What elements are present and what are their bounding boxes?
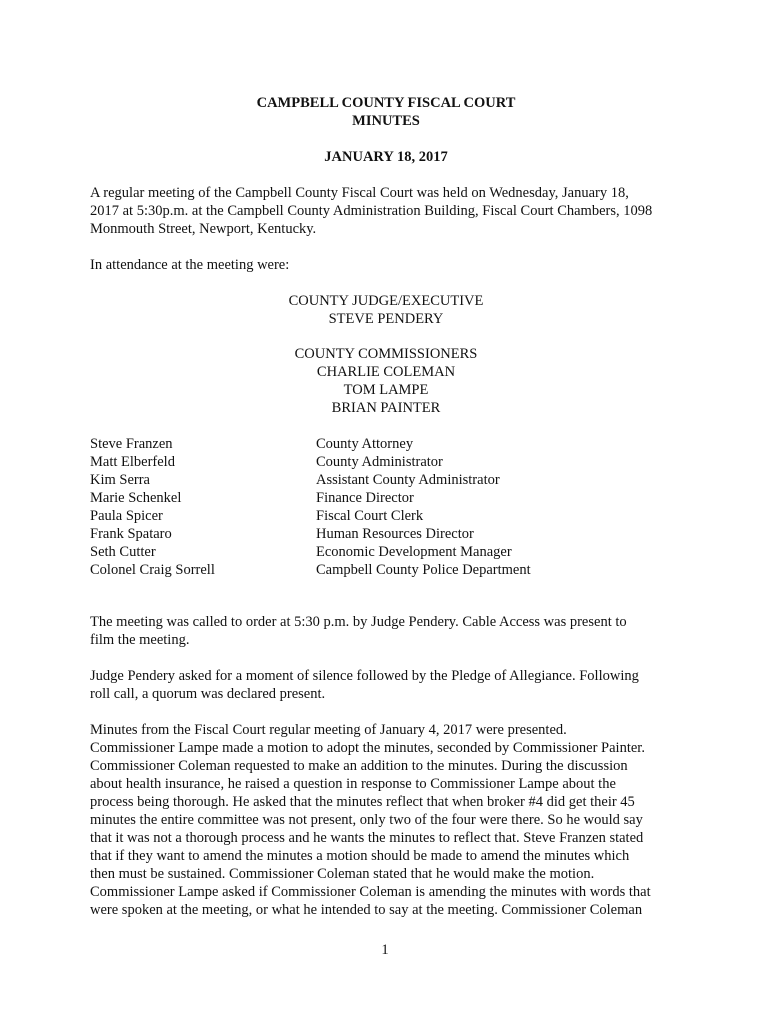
staff-role: Fiscal Court Clerk (316, 508, 424, 524)
staff-role: County Attorney (316, 436, 414, 452)
attendance-intro: In attendance at the meeting were: (90, 257, 290, 273)
intro-paragraph (90, 184, 682, 238)
document-title: CAMPBELL COUNTY FISCAL COURT (256, 95, 516, 111)
paragraph-line: Commissioner Lampe asked if Commissioner Coleman is amending the minutes with words that (90, 884, 651, 900)
staff-role: Campbell County Police Department (316, 562, 531, 578)
staff-list (90, 435, 682, 579)
staff-name: Seth Cutter (90, 544, 156, 560)
judge-title: COUNTY JUDGE/EXECUTIVE (288, 293, 484, 309)
commissioner-name: BRIAN PAINTER (331, 400, 441, 416)
paragraph-line: that if they want to amend the minutes a motion should be made to amend the minutes which (90, 848, 630, 864)
staff-name: Steve Franzen (90, 436, 173, 452)
paragraph-line: process being thorough. He asked that the minutes reflect that when broker #4 did get their 45 (90, 794, 635, 810)
judge-block (90, 292, 682, 328)
call-to-order-paragraph (90, 613, 682, 649)
staff-role: County Administrator (316, 454, 443, 470)
staff-name: Colonel Craig Sorrell (90, 562, 215, 578)
staff-name: Kim Serra (90, 472, 150, 488)
paragraph-line: Minutes from the Fiscal Court regular meeting of January 4, 2017 were presented. (90, 722, 567, 738)
intro-line: A regular meeting of the Campbell County Fiscal Court was held on Wednesday, January 18, (90, 185, 629, 201)
minutes-paragraph (90, 721, 682, 919)
commissioner-name: TOM LAMPE (343, 382, 429, 398)
judge-name: STEVE PENDERY (328, 311, 444, 327)
staff-role: Finance Director (316, 490, 414, 506)
intro-line: Monmouth Street, Newport, Kentucky. (90, 221, 317, 237)
document-subtitle: MINUTES (352, 113, 420, 129)
paragraph-line: Judge Pendery asked for a moment of silence followed by the Pledge of Allegiance. Following (90, 668, 639, 684)
commissioner-name: CHARLIE COLEMAN (316, 364, 456, 380)
paragraph-line: minutes the entire committee was not present, only two of the four were there. So he would say (90, 812, 643, 828)
commissioners-title: COUNTY COMMISSIONERS (294, 346, 478, 362)
staff-name: Frank Spataro (90, 526, 172, 542)
staff-name: Marie Schenkel (90, 490, 182, 506)
page-number: 1 (381, 942, 389, 958)
staff-role: Assistant County Administrator (316, 472, 500, 488)
meeting-date: JANUARY 18, 2017 (324, 149, 448, 165)
staff-name: Paula Spicer (90, 508, 163, 524)
paragraph-line: that it was not a thorough process and he wants the minutes to reflect that. Steve Franzen stated (90, 830, 644, 846)
paragraph-line: then must be sustained. Commissioner Coleman stated that he would make the motion. (90, 866, 595, 882)
commissioners-block (90, 345, 682, 417)
paragraph-line: about health insurance, he raised a question in response to Commissioner Lampe about the (90, 776, 616, 792)
paragraph-line: Commissioner Lampe made a motion to adopt the minutes, seconded by Commissioner Painter. (90, 740, 645, 756)
intro-line: 2017 at 5:30p.m. at the Campbell County Administration Building, Fiscal Court Chambers, 1098 (90, 203, 653, 219)
paragraph-line: were spoken at the meeting, or what he intended to say at the meeting. Commissioner Coleman (90, 902, 643, 918)
staff-role: Human Resources Director (316, 526, 474, 542)
paragraph-line: film the meeting. (90, 632, 190, 648)
paragraph-line: roll call, a quorum was declared present. (90, 686, 326, 702)
paragraph-line: The meeting was called to order at 5:30 p.m. by Judge Pendery. Cable Access was present to (90, 614, 627, 630)
staff-name: Matt Elberfeld (90, 454, 175, 470)
staff-role: Economic Development Manager (316, 544, 512, 560)
document-body (90, 94, 682, 919)
silence-paragraph (90, 667, 682, 703)
paragraph-line: Commissioner Coleman requested to make an addition to the minutes. During the discussion (90, 758, 628, 774)
